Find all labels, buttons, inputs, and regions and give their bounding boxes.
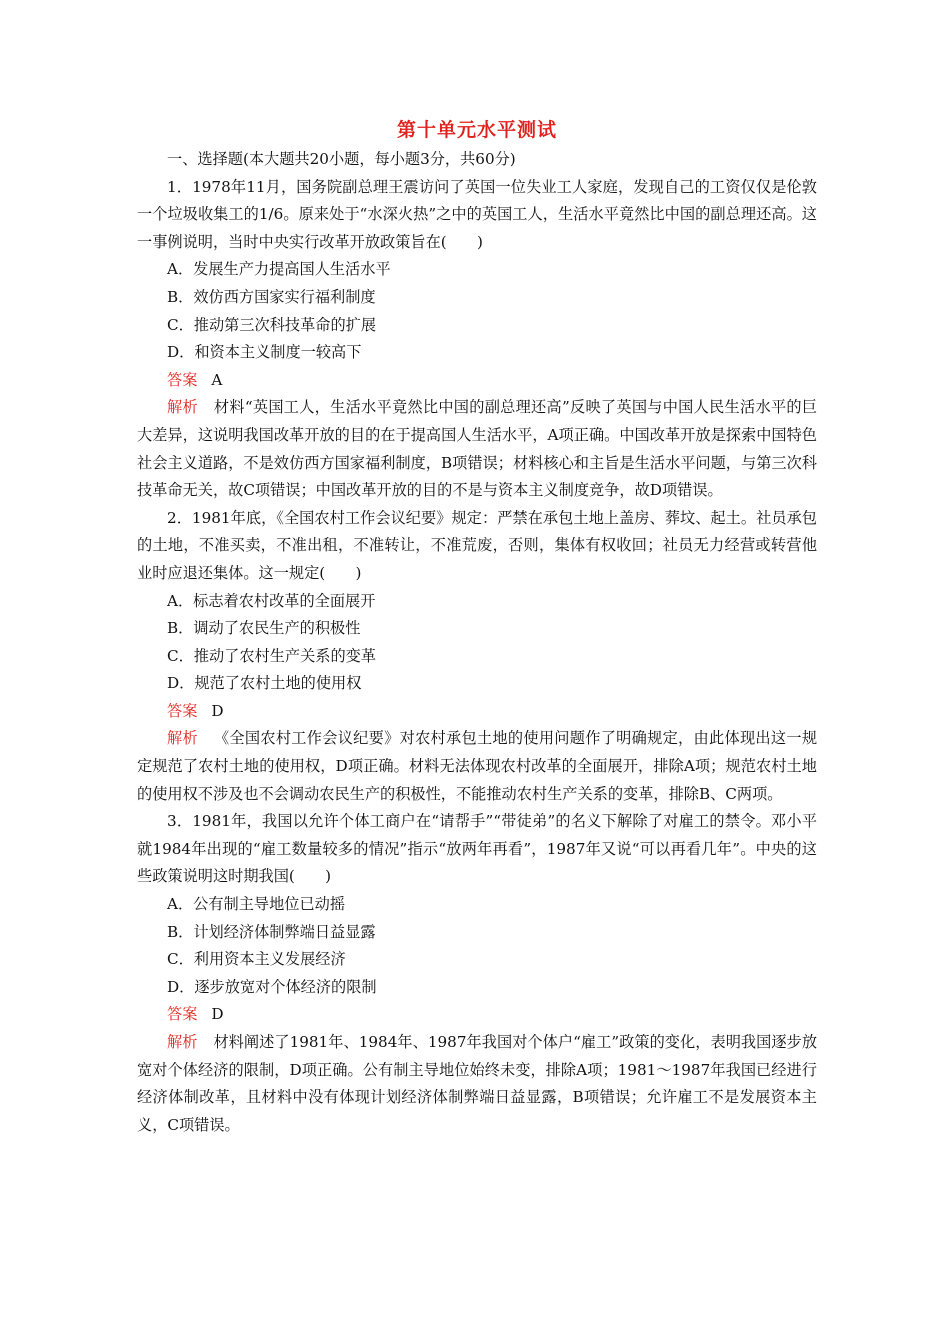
answer-label: 答案 bbox=[167, 370, 198, 389]
analysis-label: 解析 bbox=[167, 1033, 198, 1051]
analysis-paragraph bbox=[137, 394, 817, 504]
option-c: C．利用资本主义发展经济 bbox=[167, 950, 346, 969]
analysis-label: 解析 bbox=[167, 398, 198, 417]
option-d: D．逐步放宽对个体经济的限制 bbox=[167, 977, 377, 996]
option-d: D．和资本主义制度一较高下 bbox=[167, 343, 362, 362]
analysis-text: 材料“英国工人，生活水平竟然比中国的副总理还高”反映了英国与中国人民生活水平的巨大差异，这说明我国改革开放的目的在于提高国人生活水平，A项正确。中国改革开放是探索中国特色社会主义道路，不是效仿西方国家福利制度，B项错误；材料核心和主旨是生活水平问题，与第三次科技革命无关，故C项错误；中国改革开放的目的不是与资本主义制度竞争，故D项错误。 bbox=[137, 398, 818, 500]
answer-line bbox=[137, 1001, 817, 1029]
option-a: A．发展生产力提高国人生活水平 bbox=[167, 260, 391, 279]
option-b: B．计划经济体制弊端日益显露 bbox=[167, 922, 376, 941]
option-c: C．推动第三次科技革命的扩展 bbox=[167, 315, 377, 334]
answer-line bbox=[137, 698, 817, 726]
question-stem: 2．1981年底，《全国农村工作会议纪要》规定：严禁在承包土地上盖房、葬坟、起土。社员承包的土地，不准买卖，不准出租，不准转让，不准荒废，否则，集体有权收回；社员无力经营或转营他业时应退还集体。这一规定( ) bbox=[137, 508, 817, 582]
analysis-text: 《全国农村工作会议纪要》对农村承包土地的使用问题作了明确规定，由此体现出这一规定规范了农村土地的使用权，D项正确。材料无法体现农村改革的全面展开，排除A项；规范农村土地的使用权不涉及也不会调动农民生产的积极性，不能推动农村生产关系的变革，排除B、C两项。 bbox=[137, 729, 818, 803]
option-a: A．公有制主导地位已动摇 bbox=[167, 895, 346, 914]
question-1 bbox=[137, 174, 817, 505]
answer-label: 答案 bbox=[167, 701, 198, 720]
answer-value: D bbox=[211, 701, 224, 720]
document-content bbox=[137, 116, 817, 1139]
section-heading: 一、选择题(本大题共20小题，每小题3分，共60分) bbox=[167, 150, 516, 168]
answer-value: D bbox=[211, 1005, 224, 1024]
answer-value: A bbox=[211, 370, 223, 389]
question-stem: 3．1981年，我国以允许个体工商户在“请帮手”“带徒弟”的名义下解除了对雇工的禁令。邓小平就1984年出现的“雇工数量较多的情况”指示“放两年再看”，1987年又说“可以再看几年”。中央的这些政策说明这时期我国( ) bbox=[137, 812, 817, 886]
question-3 bbox=[137, 808, 817, 1139]
question-stem: 1．1978年11月，国务院副总理王震访问了英国一位失业工人家庭，发现自己的工资仅仅是伦敦一个垃圾收集工的1/6。原来处于“水深火热”之中的英国工人，生活水平竟然比中国的副总理还高。这一事例说明，当时中央实行改革开放政策旨在( ) bbox=[137, 177, 817, 251]
analysis-text: 材料阐述了1981年、1984年、1987年我国对个体户“雇工”政策的变化，表明我国逐步放宽对个体经济的限制，D项正确。公有制主导地位始终未变，排除A项；1981～1987年我国已经进行经济体制改革，且材料中没有体现计划经济体制弊端日益显露，B项错误；允许雇工不是发展资本主义，C项错误。 bbox=[137, 1033, 818, 1134]
option-c: C．推动了农村生产关系的变革 bbox=[167, 646, 377, 665]
answer-line bbox=[137, 367, 817, 395]
option-b: B．调动了农民生产的积极性 bbox=[167, 619, 361, 638]
page-title: 第十单元水平测试 bbox=[396, 119, 557, 141]
option-a: A．标志着农村改革的全面展开 bbox=[167, 591, 376, 610]
analysis-label: 解析 bbox=[167, 729, 198, 748]
analysis-paragraph bbox=[137, 1029, 817, 1139]
analysis-paragraph bbox=[137, 725, 817, 808]
answer-label: 答案 bbox=[167, 1005, 198, 1024]
option-d: D．规范了农村土地的使用权 bbox=[167, 674, 362, 693]
question-2 bbox=[137, 505, 817, 809]
option-b: B．效仿西方国家实行福利制度 bbox=[167, 287, 376, 306]
